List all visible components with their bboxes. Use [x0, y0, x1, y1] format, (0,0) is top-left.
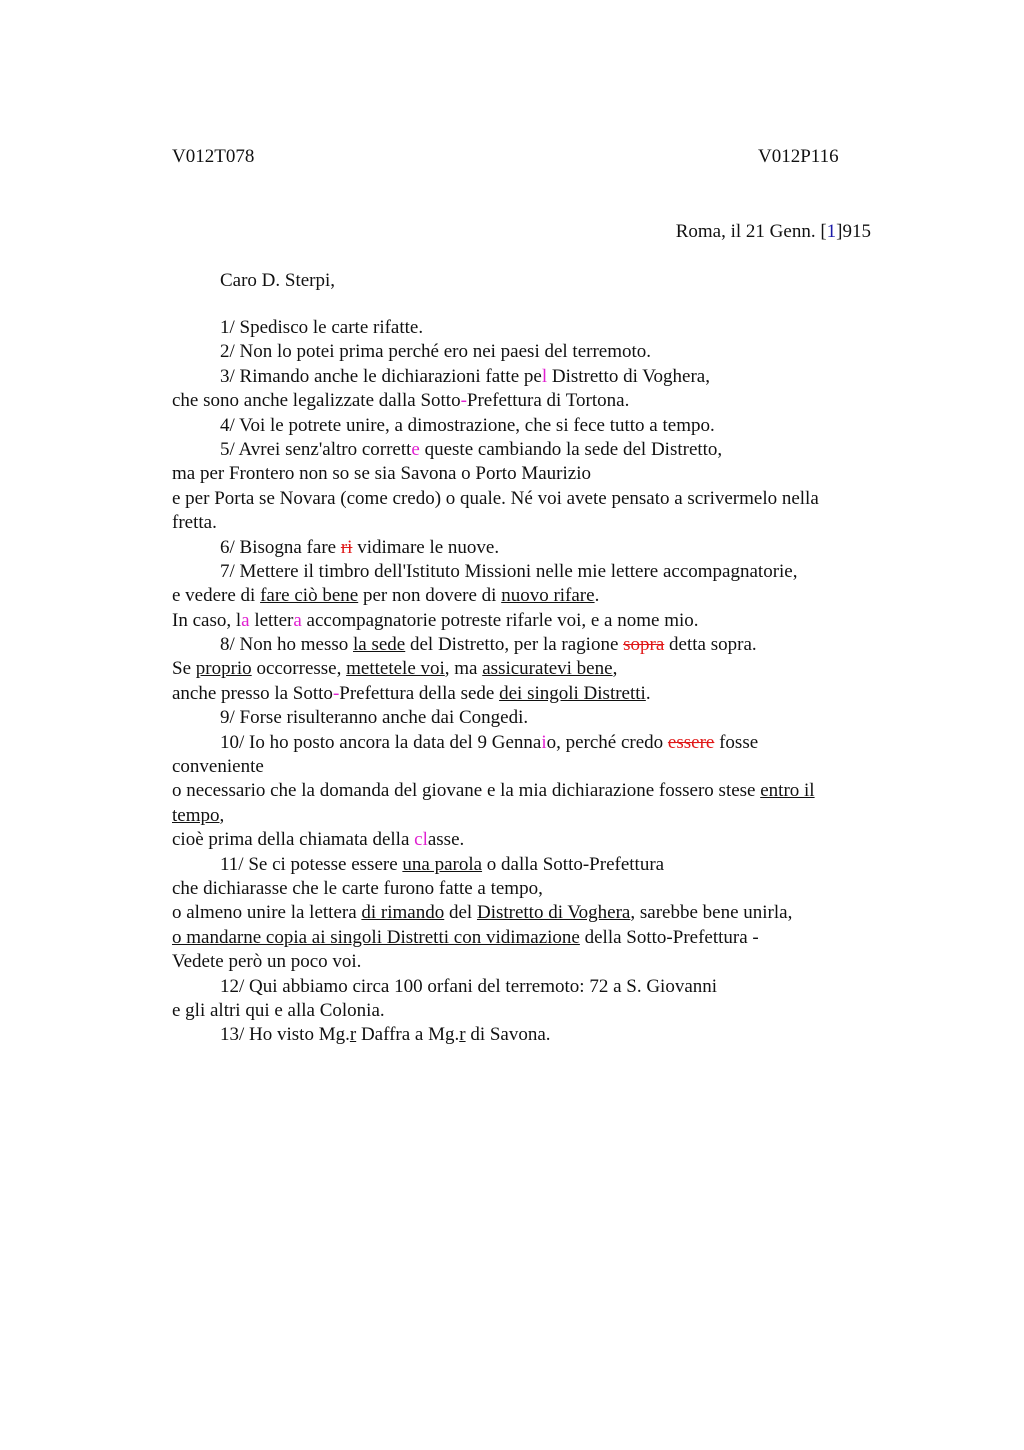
line-text: Daffra a Mg. [356, 1024, 460, 1046]
letter-line [172, 389, 877, 413]
line-text: asse. [427, 829, 465, 851]
line-text: conveniente [172, 756, 264, 778]
letter-line [172, 877, 877, 901]
line-text: vidimare le nuove. [352, 536, 500, 558]
line-text: 3/ Rimando anche le dichiarazioni fatte pe [220, 365, 542, 387]
line-text: Vedete però un poco voi. [172, 951, 362, 973]
line-text: Prefettura della sede [339, 682, 500, 704]
inserted-text: cl [414, 829, 428, 851]
underlined-text: proprio [195, 658, 252, 680]
inserted-text: - [332, 682, 340, 704]
line-text: letter [249, 609, 294, 631]
line-text: 8/ Non ho messo [220, 634, 353, 656]
letter-line [172, 755, 877, 779]
letter-line [172, 731, 877, 755]
line-text: 2/ Non lo potei prima perché ero nei paesi del terremoto. [220, 341, 652, 363]
line-text: 13/ Ho visto Mg. [220, 1024, 350, 1046]
line-text: . [594, 585, 600, 607]
line-text: fretta. [172, 512, 217, 534]
letter-line [172, 975, 877, 999]
underlined-text: o mandarne copia ai singoli Distretti con vidimazione [172, 926, 580, 948]
line-text: Distretto di Voghera, [547, 365, 710, 387]
line-text: 9/ Forse risulteranno anche dai Congedi. [220, 707, 529, 729]
line-text: 4/ Voi le potrete unire, a dimostrazione, che si fece tutto a tempo. [220, 414, 715, 436]
letter-line [172, 853, 877, 877]
deleted-text: sopra [623, 634, 665, 656]
line-text: fosse [714, 731, 759, 753]
letter-line [172, 462, 877, 486]
underlined-text: fare ciò bene [260, 585, 359, 607]
line-text: , [219, 804, 225, 826]
line-text: 10/ Io ho posto ancora la data del 9 Genna [220, 731, 542, 753]
line-text: e per Porta se Novara (come credo) o quale. Né voi avete pensato a scrivermelo nella [172, 487, 819, 509]
line-text: o, perché credo [546, 731, 668, 753]
underlined-text: tempo [172, 804, 220, 826]
letter-line [172, 340, 877, 364]
letter-line [172, 682, 877, 706]
letter-line [172, 657, 877, 681]
line-text: , ma [444, 658, 483, 680]
dateline-editorial-digit: 1 [826, 221, 837, 242]
underlined-text: la sede [353, 634, 406, 656]
line-text: Se [172, 658, 196, 680]
underlined-text: nuovo rifare [501, 585, 595, 607]
line-text: anche presso la Sotto [172, 682, 333, 704]
letter-line [172, 901, 877, 925]
letter-line [172, 414, 877, 438]
letter-line [172, 779, 877, 803]
dateline-post: ]915 [836, 221, 871, 242]
letter-line [172, 316, 877, 340]
letter-line [172, 1023, 877, 1047]
line-text: detta sopra. [664, 634, 757, 656]
line-text: della Sotto-Prefettura - [579, 926, 759, 948]
salutation: Caro D. Sterpi, [220, 270, 336, 291]
letter-line [172, 804, 877, 828]
deleted-text: essere [667, 731, 715, 753]
letter-line [172, 438, 877, 462]
underlined-text: dei singoli Distretti [499, 682, 646, 704]
line-text: accompagnatorie potreste rifarle voi, e a nome mio. [301, 609, 699, 631]
line-text: e vedere di [172, 585, 261, 607]
letter-line [172, 365, 877, 389]
letter-line [172, 609, 877, 633]
letter-body [172, 316, 877, 1048]
line-text: , [612, 658, 618, 680]
line-text: 5/ Avrei senz'altro corrett [220, 438, 412, 460]
letter-line [172, 560, 877, 584]
underlined-text: mettetele voi [346, 658, 445, 680]
letter-line [172, 487, 877, 511]
underlined-text: r [459, 1024, 466, 1046]
line-text: ma per Frontero non so se sia Savona o Porto Maurizio [172, 463, 591, 485]
letter-line [172, 584, 877, 608]
dateline-pre: Roma, il 21 Genn. [ [675, 221, 827, 242]
line-text: In caso, l [172, 609, 242, 631]
underlined-text: una parola [402, 853, 483, 875]
line-text: del Distretto, per la ragione [405, 634, 624, 656]
line-text: Prefettura di Tortona. [466, 390, 630, 412]
line-text: 12/ Qui abbiamo circa 100 orfani del terremoto: 72 a S. Giovanni [220, 975, 718, 997]
line-text: o almeno unire la lettera [172, 902, 362, 924]
line-text: 7/ Mettere il timbro dell'Istituto Missioni nelle mie lettere accompagnatorie, [220, 560, 798, 582]
line-text: cioè prima della chiamata della [172, 829, 415, 851]
letter-line [172, 999, 877, 1023]
letter-line [172, 706, 877, 730]
inserted-text: - [460, 390, 467, 412]
underlined-text: di rimando [361, 902, 445, 924]
line-text: di Savona. [465, 1024, 551, 1046]
line-text: queste cambiando la sede del Distretto, [419, 438, 723, 460]
underlined-text: r [349, 1024, 357, 1046]
underlined-text: Distretto di Voghera [476, 902, 631, 924]
letter-line [172, 926, 877, 950]
line-text: del [444, 902, 477, 924]
inserted-text: e [411, 438, 420, 460]
letter-line [172, 536, 877, 560]
line-text: che sono anche legalizzate dalla Sotto [172, 390, 461, 412]
document-code-left: V012T078 [172, 146, 255, 167]
inserted-text: i [541, 731, 547, 753]
line-text: . [645, 682, 651, 704]
inserted-text: a [293, 609, 302, 631]
line-text: e gli altri qui e alla Colonia. [172, 999, 385, 1021]
line-text: o dalla Sotto-Prefettura [482, 853, 665, 875]
line-text: che dichiarasse che le carte furono fatte a tempo, [172, 877, 543, 899]
line-text: , sarebbe bene unirla, [630, 902, 793, 924]
line-text: per non dovere di [358, 585, 502, 607]
inserted-text: l [541, 365, 548, 387]
inserted-text: a [241, 609, 250, 631]
line-text: o necessario che la domanda del giovane e la mia dichiarazione fossero stese [172, 780, 761, 802]
underlined-text: entro il [760, 780, 815, 802]
line-text: 6/ Bisogna fare [220, 536, 341, 558]
letter-line [172, 950, 877, 974]
letter-line [172, 633, 877, 657]
line-text: 11/ Se ci potesse essere [220, 853, 403, 875]
underlined-text: assicuratevi bene [482, 658, 613, 680]
line-text: 1/ Spedisco le carte rifatte. [220, 317, 424, 338]
deleted-text: ri [340, 536, 353, 558]
letter-line [172, 511, 877, 535]
dateline [676, 221, 871, 243]
letter-line [172, 828, 877, 852]
document-code-right: V012P116 [758, 146, 839, 167]
line-text: occorresse, [251, 658, 347, 680]
